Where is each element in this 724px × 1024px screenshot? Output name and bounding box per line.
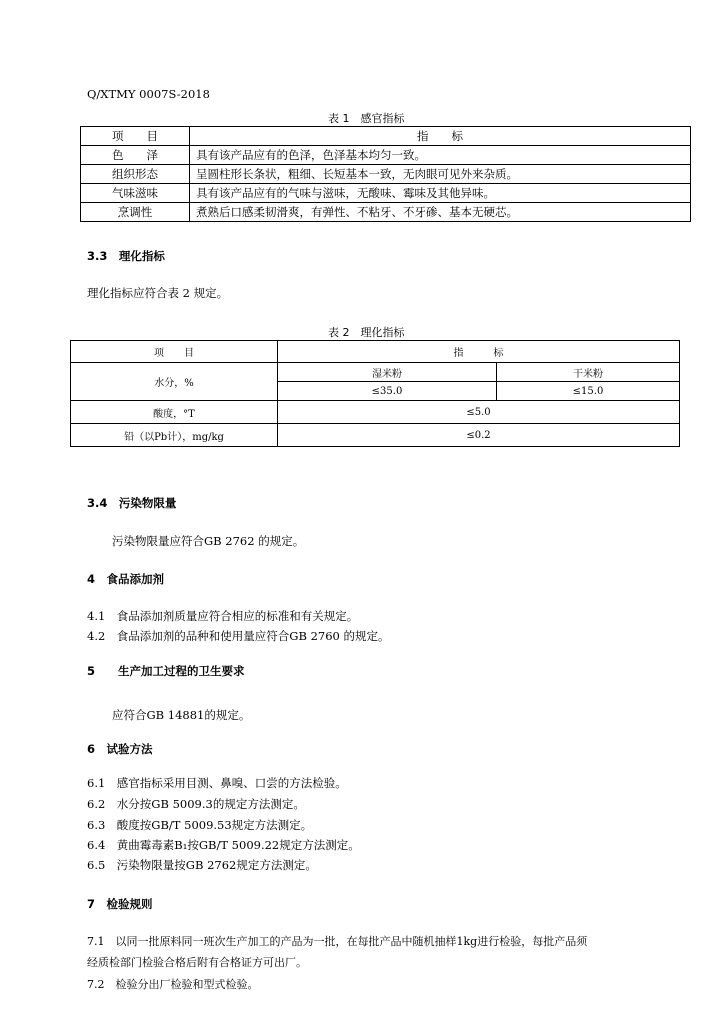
section-6-2: 6.2 水分按GB 5009.3的规定方法测定。 xyxy=(87,797,305,811)
table-cell: 酸度，°T xyxy=(71,401,278,424)
table-row xyxy=(81,184,691,203)
table-header-cell: 指 标 xyxy=(278,341,680,363)
section-6-heading: 6 试验方法 xyxy=(87,742,153,756)
table-cell: 气味滋味 xyxy=(81,184,190,203)
table-row xyxy=(71,363,680,382)
section-3-4-text: 污染物限量应符合GB 2762 的规定。 xyxy=(112,534,305,548)
table-row xyxy=(71,401,680,424)
table-header-cell: 指 标 xyxy=(190,127,691,146)
table-row xyxy=(71,424,680,447)
section-6-5: 6.5 污染物限量按GB 2762规定方法测定。 xyxy=(87,858,317,872)
table-cell: ≤15.0 xyxy=(497,382,680,401)
section-7-1-line1: 7.1 以同一批原料同一班次生产加工的产品为一批，在每批产品中随机抽样1kg进行检验，每批产品须 xyxy=(87,935,588,948)
table-cell: ≤5.0 xyxy=(278,401,680,424)
section-3-3-heading: 3.3 理化指标 xyxy=(87,249,165,263)
table-cell: 湿米粉 xyxy=(278,363,497,382)
section-3-4-heading: 3.4 污染物限量 xyxy=(87,496,177,510)
section-6-1: 6.1 感官指标采用目测、鼻嗅、口尝的方法检验。 xyxy=(87,776,347,790)
table2-caption: 表 2 理化指标 xyxy=(328,326,405,339)
table-cell: 组织形态 xyxy=(81,165,190,184)
table-row xyxy=(81,203,691,222)
section-5-heading: 5 生产加工过程的卫生要求 xyxy=(87,664,245,678)
physicochemical-table xyxy=(70,340,680,447)
table-cell: ≤35.0 xyxy=(278,382,497,401)
section-6-3: 6.3 酸度按GB/T 5009.53规定方法测定。 xyxy=(87,818,313,832)
table-header-row xyxy=(71,341,680,363)
table-cell: 具有该产品应有的气味与滋味，无酸味、霉味及其他异味。 xyxy=(190,184,691,203)
section-7-1-line2: 经质检部门检验合格后附有合格证方可出厂。 xyxy=(87,956,307,969)
section-7-2: 7.2 检验分出厂检验和型式检验。 xyxy=(87,978,259,991)
table-cell: 具有该产品应有的色泽，色泽基本均匀一致。 xyxy=(190,146,691,165)
section-4-2: 4.2 食品添加剂的品种和使用量应符合GB 2760 的规定。 xyxy=(87,629,390,643)
table-cell: 色 泽 xyxy=(81,146,190,165)
section-3-3-text: 理化指标应符合表 2 规定。 xyxy=(87,286,229,300)
table-cell: 干米粉 xyxy=(497,363,680,382)
section-4-1: 4.1 食品添加剂质量应符合相应的标准和有关规定。 xyxy=(87,609,359,623)
section-6-4: 6.4 黄曲霉毒素B₁按GB/T 5009.22规定方法测定。 xyxy=(87,838,360,852)
section-4-heading: 4 食品添加剂 xyxy=(87,572,165,586)
document-code: Q/XTMY 0007S-2018 xyxy=(87,87,210,101)
table1-caption: 表 1 感官指标 xyxy=(328,112,405,125)
table-cell: 铅（以Pb计），mg/kg xyxy=(71,424,278,447)
table-row xyxy=(81,165,691,184)
table-cell: 水分，% xyxy=(71,363,278,401)
table-cell: 呈圆柱形长条状，粗细、长短基本一致，无肉眼可见外来杂质。 xyxy=(190,165,691,184)
table-cell: 煮熟后口感柔韧滑爽，有弹性、不粘牙、不牙碜、基本无硬芯。 xyxy=(190,203,691,222)
table-cell: ≤0.2 xyxy=(278,424,680,447)
table-row xyxy=(81,146,691,165)
table-cell: 烹调性 xyxy=(81,203,190,222)
table-header-row xyxy=(81,127,691,146)
section-7-heading: 7 检验规则 xyxy=(87,897,153,911)
sensory-table xyxy=(80,126,691,222)
table-header-cell: 项 目 xyxy=(81,127,190,146)
table-header-cell: 项 目 xyxy=(71,341,278,363)
section-5-text: 应符合GB 14881的规定。 xyxy=(112,708,251,722)
